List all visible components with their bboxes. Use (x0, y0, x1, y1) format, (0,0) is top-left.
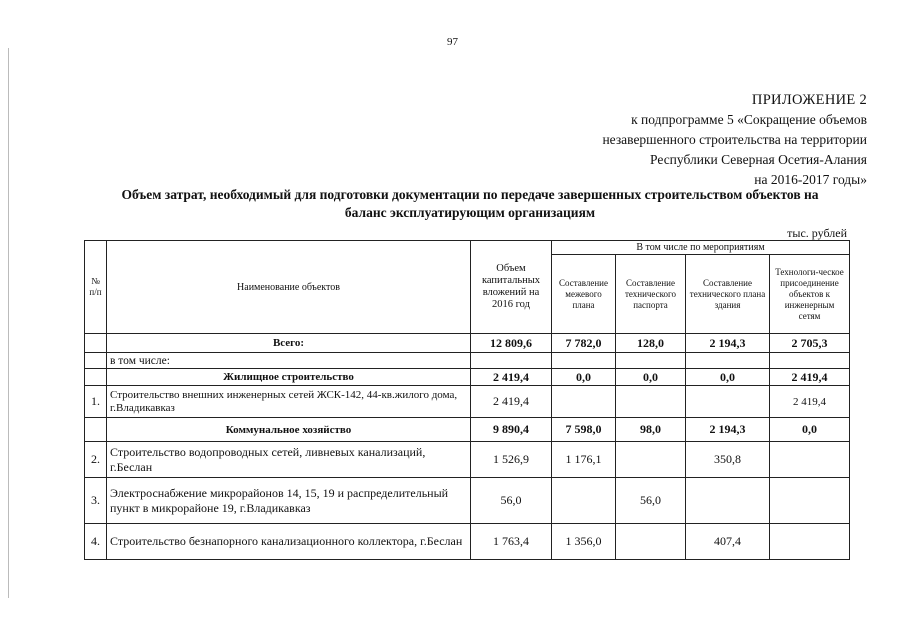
cell-empty (85, 353, 107, 369)
including-label: в том числе: (107, 353, 471, 369)
cell-empty (616, 353, 686, 369)
page-number: 97 (447, 36, 458, 48)
total-cell: 2 194,3 (686, 334, 770, 353)
cell-empty (552, 353, 616, 369)
cell-empty (686, 353, 770, 369)
section-cell: 7 598,0 (552, 418, 616, 442)
total-cell: 128,0 (616, 334, 686, 353)
table-row (85, 386, 850, 418)
document-title (60, 186, 880, 222)
row-name: Строительство водопроводных сетей, ливневых канализаций, г.Беслан (107, 442, 471, 478)
appendix-line: Республики Северная Осетия-Алания (650, 152, 867, 167)
row-num: 1. (85, 386, 107, 418)
table-row (85, 524, 850, 560)
cell-empty (85, 334, 107, 353)
appendix-header: ПРИЛОЖЕНИЕ 2 (751, 92, 867, 108)
scan-edge-line (8, 48, 9, 598)
section-cell: 2 419,4 (471, 369, 552, 386)
section-cell: 0,0 (686, 369, 770, 386)
title-line: баланс эксплуатирующим организациям (344, 205, 596, 220)
cell-empty (85, 418, 107, 442)
row-cell (770, 442, 850, 478)
row-cell (616, 442, 686, 478)
row-num: 2. (85, 442, 107, 478)
row-name: Строительство безнапорного канализационного коллектора, г.Беслан (107, 524, 471, 560)
table-row-including (85, 353, 850, 369)
header-group: В том числе по мероприятиям (552, 241, 850, 255)
row-cell (686, 478, 770, 524)
row-cell: 407,4 (686, 524, 770, 560)
section-cell: 98,0 (616, 418, 686, 442)
header-volume: Объем капитальных вложений на 2016 год (471, 241, 552, 334)
title-line: Объем затрат, необходимый для подготовки документации по передаче завершенных строительством объектов на (121, 187, 819, 202)
table-row-section (85, 369, 850, 386)
section-label: Коммунальное хозяйство (107, 418, 471, 442)
row-num: 4. (85, 524, 107, 560)
appendix-block (602, 90, 867, 190)
section-cell: 2 194,3 (686, 418, 770, 442)
row-num: 3. (85, 478, 107, 524)
total-cell: 2 705,3 (770, 334, 850, 353)
header-sub-passport: Составление технического паспорта (616, 255, 686, 334)
row-cell (616, 524, 686, 560)
cost-table (84, 240, 850, 560)
row-cell: 1 176,1 (552, 442, 616, 478)
row-cell: 1 763,4 (471, 524, 552, 560)
header-sub-plan: Составление технического плана здания (686, 255, 770, 334)
row-cell (770, 524, 850, 560)
row-name: Строительство внешних инженерных сетей ЖСК-142, 44-кв.жилого дома, г.Владикавказ (107, 386, 471, 418)
appendix-line: на 2016-2017 годы» (754, 172, 867, 187)
header-sub-survey: Составление межевого плана (552, 255, 616, 334)
row-cell (616, 386, 686, 418)
header-num: № п/п (85, 241, 107, 334)
row-cell (770, 478, 850, 524)
total-label: Всего: (107, 334, 471, 353)
row-cell: 56,0 (616, 478, 686, 524)
row-name: Электроснабжение микрорайонов 14, 15, 19 и распределительный пункт в микрорайоне 19, г.Владикавказ (107, 478, 471, 524)
total-cell: 7 782,0 (552, 334, 616, 353)
table-row (85, 478, 850, 524)
row-cell (552, 386, 616, 418)
row-cell: 2 419,4 (471, 386, 552, 418)
section-cell: 9 890,4 (471, 418, 552, 442)
section-label: Жилищное строительство (107, 369, 471, 386)
cell-empty (85, 369, 107, 386)
cell-empty (770, 353, 850, 369)
table-row-section (85, 418, 850, 442)
table-row (85, 442, 850, 478)
appendix-line: к подпрограмме 5 «Сокращение объемов (631, 112, 867, 127)
table-row-total (85, 334, 850, 353)
row-cell (552, 478, 616, 524)
row-cell: 56,0 (471, 478, 552, 524)
row-cell: 350,8 (686, 442, 770, 478)
row-cell: 1 356,0 (552, 524, 616, 560)
section-cell: 0,0 (552, 369, 616, 386)
total-cell: 12 809,6 (471, 334, 552, 353)
row-cell (686, 386, 770, 418)
units-label: тыс. рублей (787, 226, 847, 240)
section-cell: 0,0 (616, 369, 686, 386)
cell-empty (471, 353, 552, 369)
appendix-line: незавершенного строительства на территории (602, 132, 867, 147)
header-sub-connection: Технологи-ческое присоединение объектов к инженерным сетям (770, 255, 850, 334)
section-cell: 2 419,4 (770, 369, 850, 386)
row-cell: 1 526,9 (471, 442, 552, 478)
header-name: Наименование объектов (107, 241, 471, 334)
section-cell: 0,0 (770, 418, 850, 442)
row-cell: 2 419,4 (770, 386, 850, 418)
